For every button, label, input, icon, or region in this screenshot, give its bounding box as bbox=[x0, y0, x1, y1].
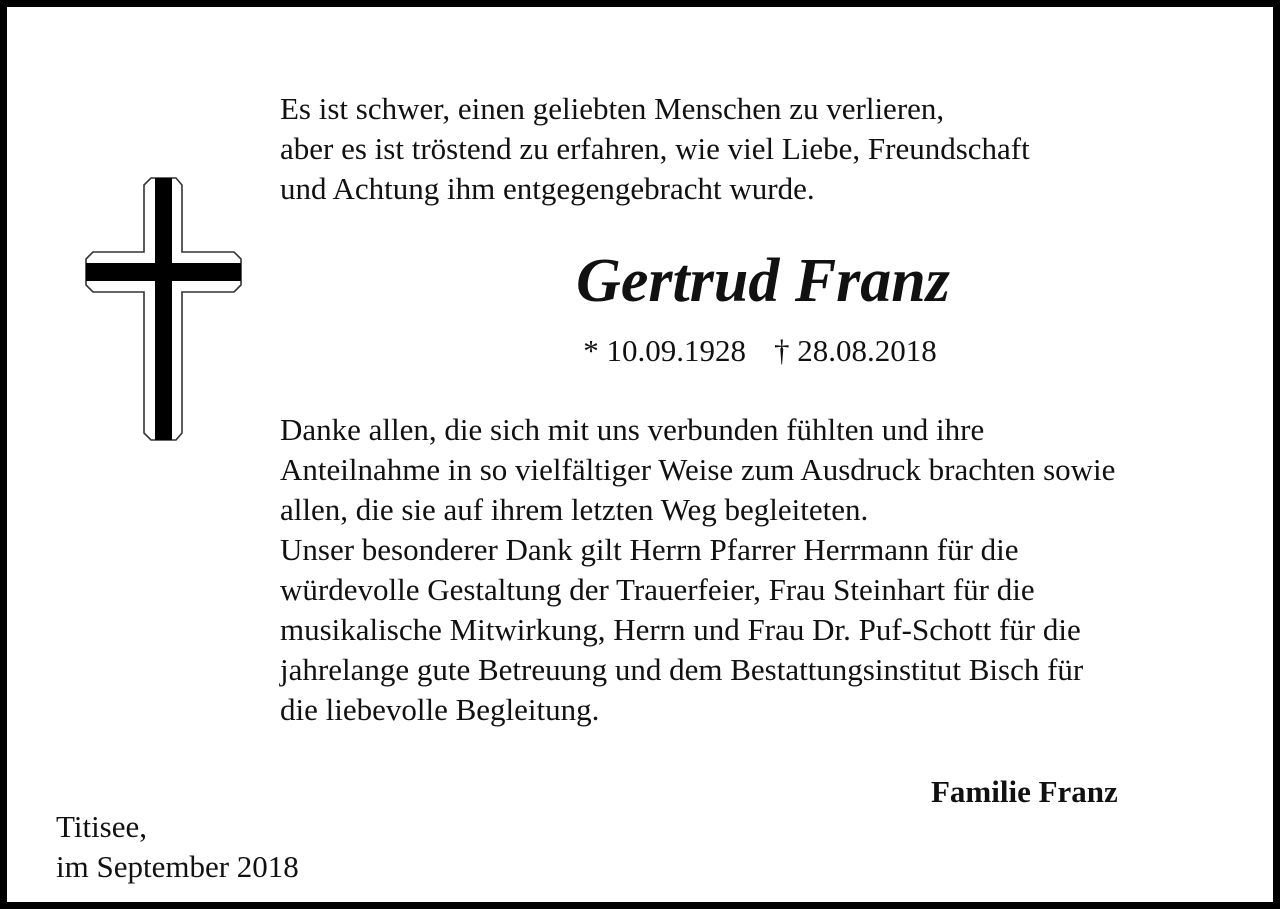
intro-line: und Achtung ihm entgegengebracht wurde. bbox=[280, 171, 815, 206]
family-signature: Familie Franz bbox=[931, 774, 1118, 809]
message-line: jahrelange gute Betreuung und dem Bestattungsinstitut Bisch für bbox=[280, 652, 1084, 687]
thanks-message bbox=[280, 410, 1115, 730]
deceased-name: Gertrud Franz bbox=[576, 247, 950, 315]
message-line: allen, die sie auf ihrem letzten Weg begleiteten. bbox=[280, 492, 869, 527]
message-line: würdevolle Gestaltung der Trauerfeier, Frau Steinhart für die bbox=[280, 572, 1035, 607]
intro-line: Es ist schwer, einen geliebten Menschen zu verlieren, bbox=[280, 91, 945, 126]
place-and-date bbox=[56, 807, 299, 887]
intro-verse bbox=[280, 89, 1030, 209]
message-line: die liebevolle Begleitung. bbox=[280, 692, 600, 727]
death-date: † 28.08.2018 bbox=[774, 333, 937, 368]
message-line: Anteilnahme in so vielfältiger Weise zum Ausdruck brachten sowie bbox=[280, 452, 1116, 487]
intro-line: aber es ist tröstend zu erfahren, wie viel Liebe, Freundschaft bbox=[280, 131, 1030, 166]
place-city: Titisee, bbox=[56, 809, 148, 844]
message-line: Unser besonderer Dank gilt Herrn Pfarrer Herrmann für die bbox=[280, 532, 1019, 567]
life-dates bbox=[7, 331, 1280, 371]
place-date: im September 2018 bbox=[56, 849, 299, 884]
birth-date: * 10.09.1928 bbox=[583, 333, 746, 368]
message-line: Danke allen, die sich mit uns verbunden fühlten und ihre bbox=[280, 412, 985, 447]
message-line: musikalische Mitwirkung, Herrn und Frau Dr. Puf-Schott für die bbox=[280, 612, 1081, 647]
